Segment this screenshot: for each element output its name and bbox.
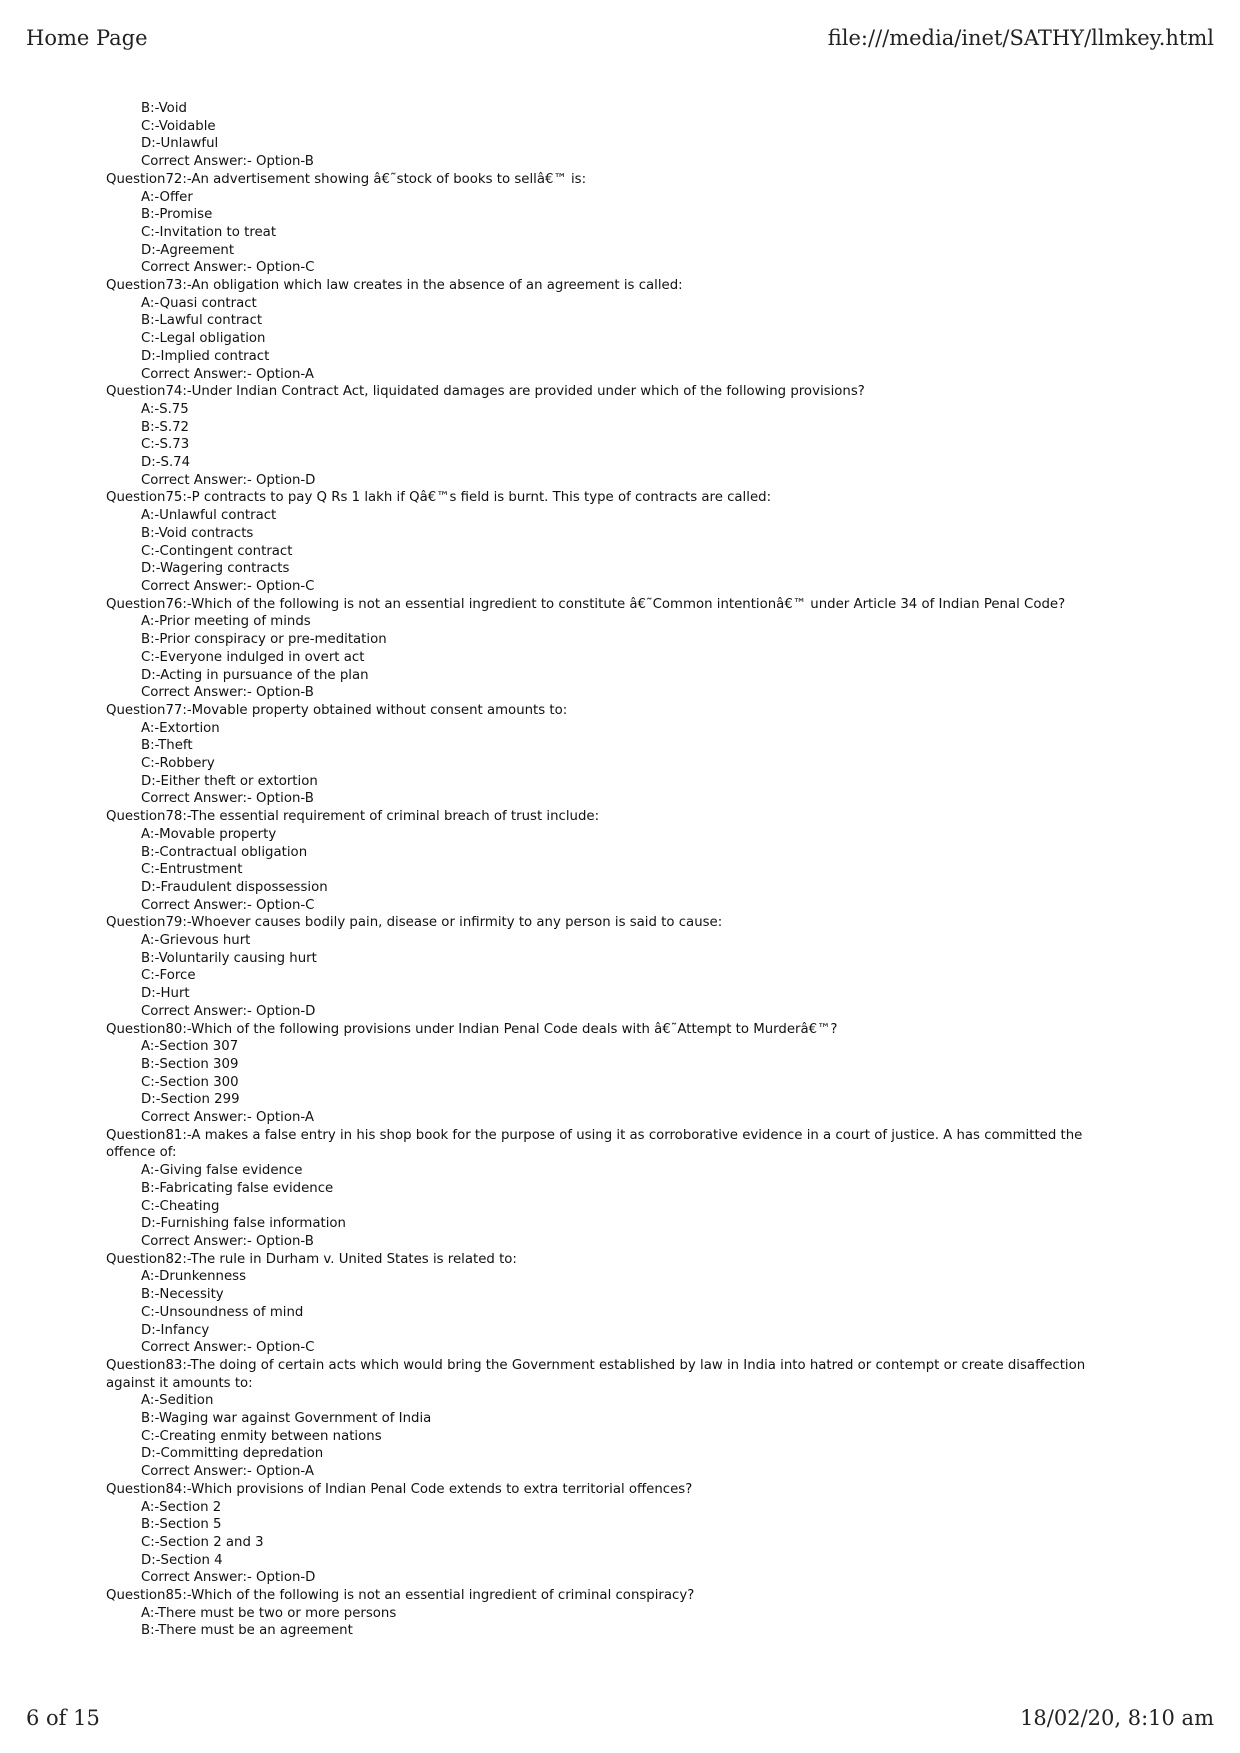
option-line: A:-Quasi contract	[141, 295, 257, 311]
option-line: Correct Answer:- Option-D	[141, 1570, 316, 1586]
option-line: Correct Answer:- Option-A	[141, 1464, 314, 1480]
page-header-title: Home Page	[26, 26, 148, 50]
option-line: D:-Agreement	[141, 242, 235, 258]
option-line: A:-Section 2	[141, 1499, 222, 1515]
option-line: A:-Grievous hurt	[141, 933, 251, 949]
option-line: D:-Unlawful	[141, 136, 219, 152]
question-text: Question85:-Which of the following is not an essential ingredient of criminal conspiracy?	[106, 1588, 695, 1604]
question-text: Question80:-Which of the following provisions under Indian Penal Code deals with â€˜Attempt to Murderâ€™?	[106, 1021, 838, 1037]
option-line: C:-Legal obligation	[141, 331, 266, 347]
question-text: Question79:-Whoever causes bodily pain, disease or infirmity to any person is said to cause:	[106, 915, 723, 931]
option-line: B:-Void	[141, 101, 187, 116]
question-text: Question74:-Under Indian Contract Act, liquidated damages are provided under which of the following provisions?	[106, 384, 865, 400]
option-line: Correct Answer:- Option-B	[141, 1234, 314, 1249]
question-text: Question73:-An obligation which law creates in the absence of an agreement is called:	[106, 278, 683, 294]
option-line: B:-Section 5	[141, 1517, 222, 1533]
option-line: C:-Section 300	[141, 1074, 239, 1090]
option-line: C:-Section 2 and 3	[141, 1534, 264, 1550]
option-line: D:-Section 299	[141, 1092, 240, 1108]
question-text: Question77:-Movable property obtained without consent amounts to:	[106, 702, 568, 718]
option-line: C:-Robbery	[141, 756, 215, 772]
option-line: A:-S.75	[141, 401, 189, 417]
option-line: D:-S.74	[141, 455, 191, 471]
option-line: B:-Contractual obligation	[141, 844, 308, 860]
option-line: B:-Void contracts	[141, 525, 254, 541]
option-line: C:-Contingent contract	[141, 543, 293, 559]
option-line: Correct Answer:- Option-C	[141, 897, 315, 913]
question-text: Question76:-Which of the following is not an essential ingredient to constitute â€˜Common intentionâ€™ under Article 34 of Indian Penal Code?	[106, 596, 1066, 612]
option-line: C:-S.73	[141, 437, 190, 453]
option-line: C:-Unsoundness of mind	[141, 1304, 304, 1320]
option-line: B:-There must be an agreement	[141, 1623, 353, 1639]
option-line: D:-Infancy	[141, 1322, 210, 1338]
option-line: D:-Furnishing false information	[141, 1216, 346, 1232]
option-line: D:-Section 4	[141, 1552, 223, 1568]
question-text: Question82:-The rule in Durham v. United States is related to:	[106, 1251, 517, 1267]
option-line: D:-Hurt	[141, 986, 190, 1002]
question-text: Question84:-Which provisions of Indian Penal Code extends to extra territorial offences?	[106, 1481, 693, 1497]
option-line: A:-Movable property	[141, 826, 277, 842]
question-text: Question81:-A makes a false entry in his shop book for the purpose of using it as corroborative evidence in a court of justice. A has committed the offence of:	[106, 1127, 1083, 1161]
option-line: A:-Unlawful contract	[141, 508, 277, 524]
option-line: B:-Section 309	[141, 1056, 239, 1072]
option-line: D:-Either theft or extortion	[141, 773, 318, 789]
option-line: D:-Implied contract	[141, 348, 270, 364]
option-line: C:-Creating enmity between nations	[141, 1428, 382, 1444]
option-line: C:-Everyone indulged in overt act	[141, 649, 365, 665]
option-line: Correct Answer:- Option-C	[141, 260, 315, 276]
question-text: Question75:-P contracts to pay Q Rs 1 lakh if Qâ€™s field is burnt. This type of contracts are called:	[106, 490, 772, 506]
option-line: C:-Invitation to treat	[141, 224, 277, 240]
option-line: Correct Answer:- Option-D	[141, 1003, 316, 1019]
option-line: A:-Offer	[141, 189, 193, 205]
option-line: B:-Theft	[141, 738, 193, 754]
option-line: B:-Fabricating false evidence	[141, 1180, 334, 1196]
question-text: Question72:-An advertisement showing â€˜stock of books to sellâ€™ is:	[106, 171, 587, 187]
option-line: Correct Answer:- Option-A	[141, 366, 314, 382]
option-line: B:-Lawful contract	[141, 313, 263, 329]
option-line: Correct Answer:- Option-D	[141, 472, 316, 488]
option-line: A:-Section 307	[141, 1039, 239, 1055]
question-text: Question83:-The doing of certain acts which would bring the Government established by law in India into hatred or contempt or create disaffection against it amounts to:	[106, 1357, 1086, 1391]
option-line: B:-S.72	[141, 419, 189, 435]
option-line: C:-Cheating	[141, 1198, 220, 1214]
print-timestamp: 18/02/20, 8:10 am	[1020, 1706, 1214, 1730]
option-line: D:-Wagering contracts	[141, 561, 290, 577]
page-header-url: file:///media/inet/SATHY/llmkey.html	[827, 26, 1214, 50]
option-line: Correct Answer:- Option-C	[141, 578, 315, 594]
option-line: A:-Prior meeting of minds	[141, 614, 311, 630]
option-line: C:-Voidable	[141, 118, 216, 134]
option-line: C:-Entrustment	[141, 862, 243, 878]
option-line: B:-Prior conspiracy or pre-meditation	[141, 632, 387, 648]
option-line: D:-Committing depredation	[141, 1446, 324, 1462]
option-line: Correct Answer:- Option-A	[141, 1110, 314, 1126]
option-line: B:-Voluntarily causing hurt	[141, 950, 317, 966]
option-line: C:-Force	[141, 968, 196, 984]
option-line: Correct Answer:- Option-C	[141, 1340, 315, 1356]
option-line: A:-Extortion	[141, 720, 220, 736]
option-line: A:-Giving false evidence	[141, 1163, 303, 1179]
option-line: A:-Drunkenness	[141, 1269, 246, 1285]
option-line: Correct Answer:- Option-B	[141, 154, 314, 170]
page-number: 6 of 15	[26, 1706, 100, 1730]
question-text: Question78:-The essential requirement of criminal breach of trust include:	[106, 809, 600, 825]
option-line: A:-There must be two or more persons	[141, 1605, 397, 1621]
option-line: B:-Promise	[141, 207, 213, 223]
option-line: A:-Sedition	[141, 1393, 214, 1409]
option-line: B:-Necessity	[141, 1287, 224, 1303]
option-line: B:-Waging war against Government of India	[141, 1411, 432, 1427]
option-line: D:-Acting in pursuance of the plan	[141, 667, 369, 683]
option-line: D:-Fraudulent dispossession	[141, 879, 328, 895]
option-line: Correct Answer:- Option-B	[141, 685, 314, 701]
question-list	[106, 100, 1126, 1640]
option-line: Correct Answer:- Option-B	[141, 791, 314, 807]
